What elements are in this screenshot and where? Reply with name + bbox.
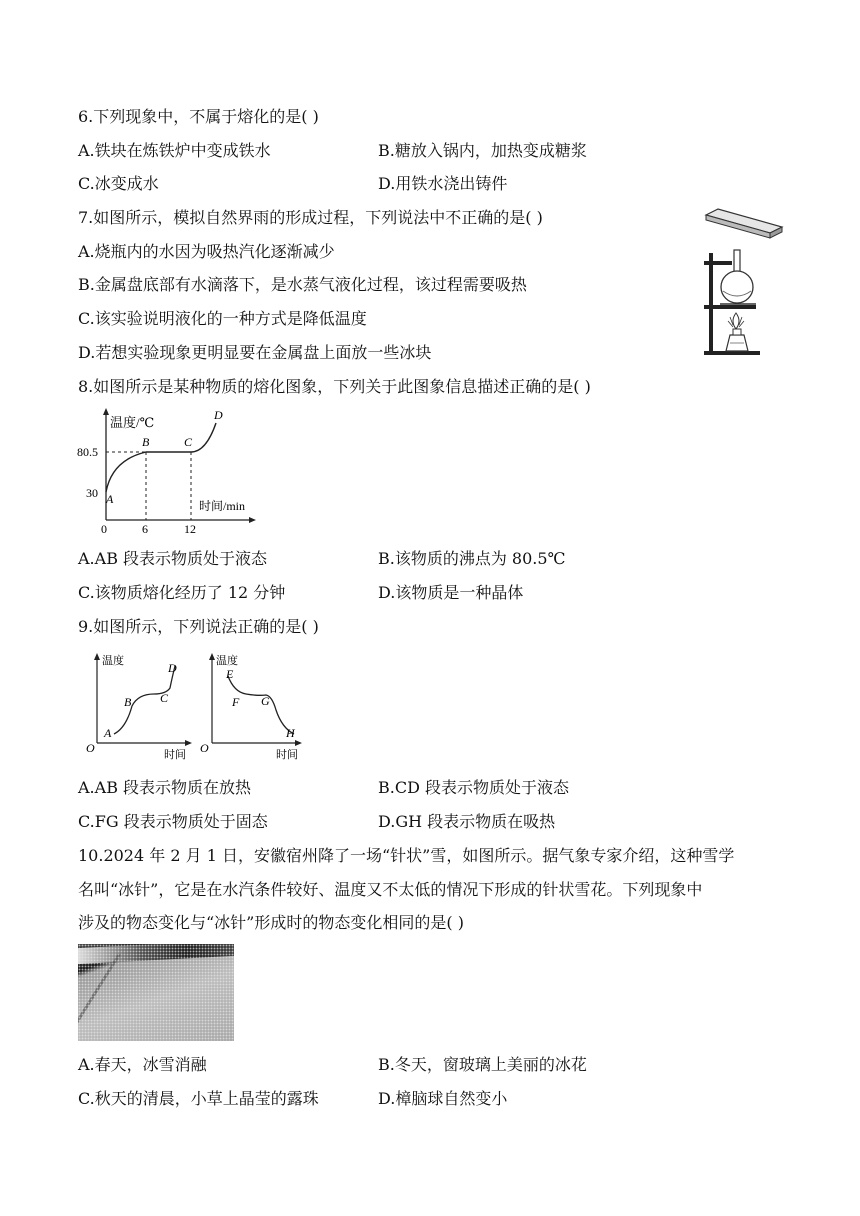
q6-option-b: B.糖放入锅内，加热变成糖浆 [378, 141, 587, 160]
q9g1-y-arrow [94, 653, 100, 660]
rain-experiment-figure [700, 205, 785, 357]
needle-snow-photo [78, 944, 234, 1041]
q10-option-d: D.樟脑球自然变小 [378, 1089, 508, 1108]
q8-ytick-80: 80.5 [77, 445, 98, 459]
q9g2-point-e: E [226, 667, 234, 681]
q9g1-point-b: B [124, 695, 132, 709]
q8-point-b: B [142, 435, 150, 449]
q7-option-c: C.该实验说明液化的一种方式是降低温度 [78, 309, 367, 328]
q8-x-arrow [249, 517, 256, 523]
q10-option-b: B.冬天，窗玻璃上美丽的冰花 [378, 1055, 587, 1074]
q6-stem: 6.下列现象中，不属于熔化的是( ) [78, 107, 319, 126]
q10-stem-line3: 涉及的物态变化与“冰针”形成时的物态变化相同的是( ) [78, 913, 464, 932]
q9g1-origin: O [86, 741, 95, 755]
q10-option-a: A.春天，冰雪消融 [78, 1055, 207, 1074]
q8-option-b: B.该物质的沸点为 80.5℃ [378, 549, 566, 568]
q6-option-a: A.铁块在炼铁炉中变成铁水 [78, 141, 271, 160]
q9g2-x-arrow [295, 740, 302, 746]
q8-option-c: C.该物质熔化经历了 12 分钟 [78, 583, 286, 602]
q9g1-ylabel: 温度 [102, 655, 124, 667]
q9g1-xlabel: 时间 [164, 749, 186, 761]
q9g1-x-arrow [185, 740, 192, 746]
q9-option-b: B.CD 段表示物质处于液态 [378, 778, 570, 797]
q8-point-a: A [106, 492, 114, 506]
q8-stem: 8.如图所示是某种物质的熔化图象，下列关于此图象信息描述正确的是( ) [78, 377, 591, 396]
q9-option-a: A.AB 段表示物质在放热 [78, 778, 252, 797]
q8-point-d: D [214, 408, 223, 422]
q8-option-a: A.AB 段表示物质处于液态 [78, 549, 268, 568]
q9-option-c: C.FG 段表示物质处于固态 [78, 812, 268, 831]
photo-frost-texture [78, 944, 234, 1041]
q9g2-xlabel: 时间 [276, 749, 298, 761]
q6-option-d: D.用铁水浇出铸件 [378, 174, 508, 193]
q9g2-ylabel: 温度 [216, 655, 238, 667]
q8-point-c: C [184, 435, 193, 449]
q8-xtick-6: 6 [142, 522, 148, 536]
q9g2-point-g: G [261, 694, 270, 708]
q8-ylabel: 温度/℃ [110, 415, 155, 430]
q10-option-c: C.秋天的清晨，小草上晶莹的露珠 [78, 1089, 319, 1108]
q9g2-y-arrow [209, 653, 215, 660]
q9g2-point-h: H [286, 726, 295, 740]
q10-stem-line2: 名叫“冰针”，它是在水汽条件较好、温度又不太低的情况下形成的针状雪花。下列现象中 [78, 880, 703, 899]
q9-option-d: D.GH 段表示物质在吸热 [378, 812, 556, 831]
q8-xtick-0: 0 [101, 522, 107, 536]
q8-option-d: D.该物质是一种晶体 [378, 583, 524, 602]
q7-option-d: D.若想实验现象更明显要在金属盘上面放一些冰块 [78, 343, 432, 362]
q8-curve [106, 423, 216, 492]
q9g2-point-f: F [232, 695, 240, 709]
q10-stem-line1: 10.2024 年 2 月 1 日，安徽宿州降了一场“针状”雪，如图所示。据气象专家介绍，这种雪学 [78, 846, 735, 865]
q9-graphs-figure [82, 648, 304, 763]
q8-ytick-30: 30 [86, 486, 98, 500]
q8-melting-graph [76, 405, 266, 540]
q7-option-b: B.金属盘底部有水滴落下，是水蒸气液化过程，该过程需要吸热 [78, 275, 527, 294]
q8-xlabel: 时间/min [199, 499, 246, 513]
q9g1-point-c: C [160, 691, 169, 705]
q6-option-c: C.冰变成水 [78, 174, 159, 193]
q9g1-point-d: D [168, 661, 177, 675]
q9g2-origin: O [200, 741, 209, 755]
q7-option-a: A.烧瓶内的水因为吸热汽化逐渐减少 [78, 242, 335, 261]
q8-y-arrow [103, 408, 109, 415]
q9g1-point-a: A [104, 726, 112, 740]
q8-xtick-12: 12 [184, 522, 196, 536]
q9-stem: 9.如图所示，下列说法正确的是( ) [78, 617, 319, 636]
q7-stem: 7.如图所示，模拟自然界雨的形成过程，下列说法中不正确的是( ) [78, 208, 543, 227]
